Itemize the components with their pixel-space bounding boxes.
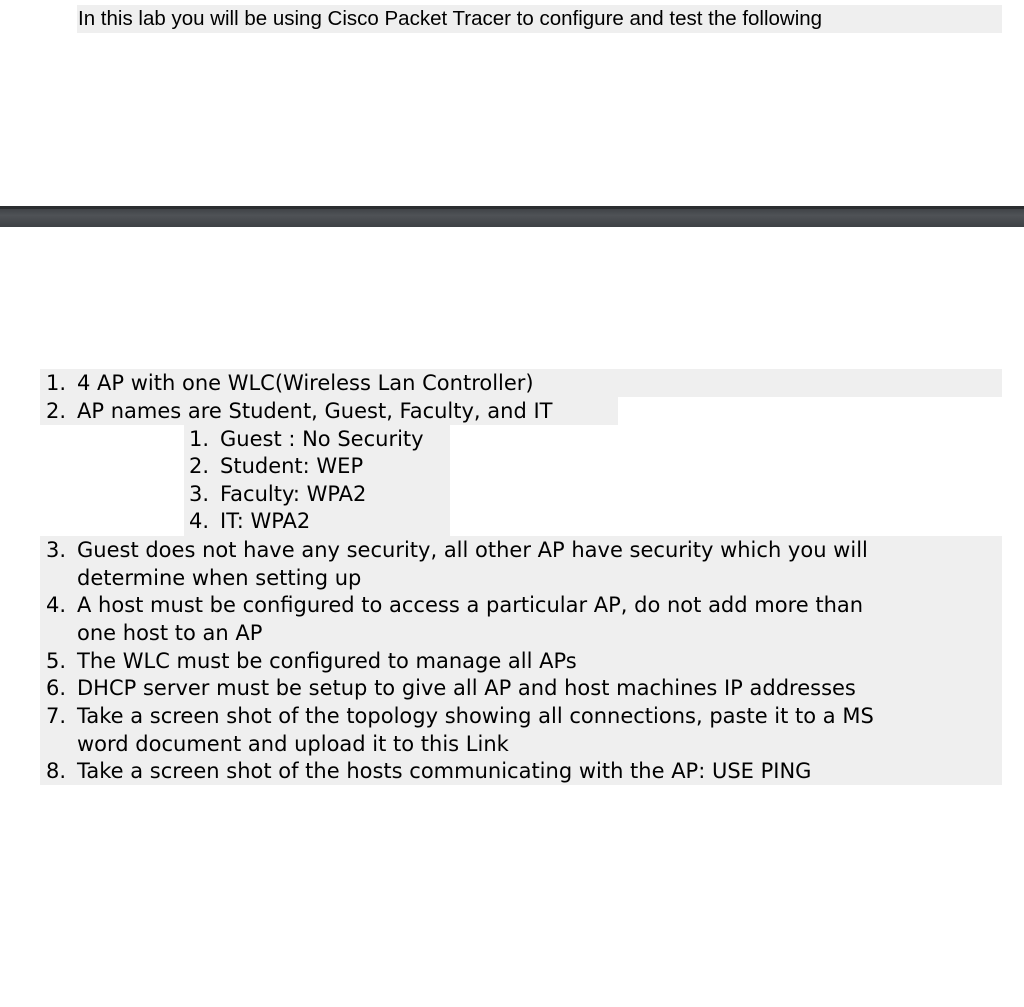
list-item-text: Take a screen shot of the topology showing all connections, paste it to a MS	[77, 704, 874, 728]
sub-list-item-text: Guest : No Security	[220, 427, 424, 451]
sub-list-item-number: 1.	[188, 427, 209, 451]
list-item-continuation: determine when setting up	[77, 566, 362, 590]
background-gap	[450, 425, 1002, 536]
sub-list-item-text: IT: WPA2	[220, 509, 311, 533]
sub-list-item-text: Faculty: WPA2	[220, 482, 367, 506]
list-item-number: 4.	[45, 593, 66, 617]
sub-list-item-number: 3.	[188, 482, 209, 506]
list-item-number: 8.	[45, 759, 66, 783]
list-item-continuation: one host to an AP	[77, 621, 263, 645]
list-item-text: A host must be configured to access a particular AP, do not add more than	[77, 593, 864, 617]
sub-list-item-number: 4.	[188, 509, 209, 533]
list-item-text: 4 AP with one WLC(Wireless Lan Controller)	[77, 371, 534, 395]
list-item-text: The WLC must be configured to manage all APs	[77, 649, 577, 673]
list-item-number: 2.	[45, 399, 66, 423]
list-item-text: DHCP server must be setup to give all AP and host machines IP addresses	[77, 676, 856, 700]
background-gap	[40, 425, 184, 536]
list-item-number: 6.	[45, 676, 66, 700]
sub-list-item-text: Student: WEP	[220, 454, 364, 478]
divider-bar	[0, 206, 1024, 227]
list-item-text: Guest does not have any security, all other AP have security which you will	[77, 538, 868, 562]
list-item-text: Take a screen shot of the hosts communicating with the AP: USE PING	[77, 759, 812, 783]
list-item-continuation: word document and upload it to this Link	[77, 732, 509, 756]
sub-list-item-number: 2.	[188, 454, 209, 478]
divider-bar-top-edge	[0, 206, 1024, 209]
background-gap	[618, 397, 1002, 425]
list-item-number: 5.	[45, 649, 66, 673]
list-item-number: 3.	[45, 538, 66, 562]
intro-text: In this lab you will be using Cisco Packet Tracer to configure and test the following	[77, 5, 1002, 33]
list-item-number: 1.	[45, 371, 66, 395]
list-item-number: 7.	[45, 704, 66, 728]
list-item-text: AP names are Student, Guest, Faculty, and IT	[77, 399, 553, 423]
